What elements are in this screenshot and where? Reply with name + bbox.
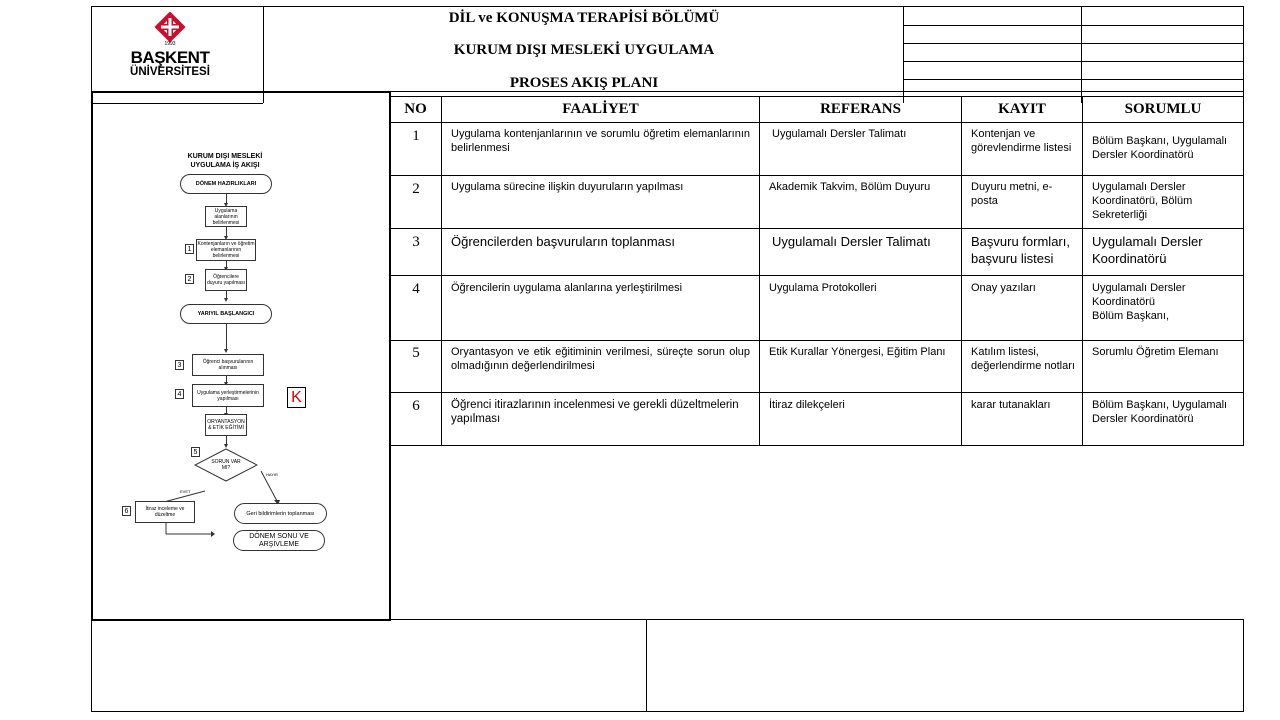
step-number: 5 <box>191 447 200 457</box>
row-responsible: Bölüm Başkanı, Uygulamalı Dersler Koordinatörü <box>1092 135 1228 161</box>
flow-midpoint: YARIYIL BAŞLANGICI <box>180 304 272 324</box>
row-activity: Öğrenci itirazlarının incelenmesi ve gerekli düzeltmelerin yapılması <box>451 399 739 425</box>
department-title: DİL ve KONUŞMA TERAPİSİ BÖLÜMÜ <box>448 10 720 26</box>
step-number: 2 <box>185 274 194 284</box>
row-number: 1 <box>412 128 420 144</box>
row-responsible: Uygulamalı Dersler Koordinatörü <box>1092 234 1203 266</box>
flow-step-1: Kontenjanların ve öğretim elemanlarının belirlenmesi <box>197 241 255 259</box>
row-number: 4 <box>412 281 420 297</box>
row-responsible: Uygulamalı Dersler Koordinatörü, Bölüm Sekreterliği <box>1092 181 1193 221</box>
row-reference: Uygulamalı Dersler Talimatı <box>772 128 907 140</box>
document-subtitle: PROSES AKIŞ PLANI <box>509 75 659 91</box>
row-activity: Uygulama kontenjanlarının ve sorumlu öğretim elemanlarının belirlenmesi <box>451 128 750 154</box>
row-number: 5 <box>412 345 420 361</box>
row-number: 2 <box>412 181 420 197</box>
column-header-reference: REFERANS <box>820 101 901 117</box>
row-reference: Uygulamalı Dersler Talimatı <box>772 234 931 249</box>
row-number: 3 <box>412 234 420 250</box>
row-activity: Öğrencilerin uygulama alanlarına yerleştirilmesi <box>451 282 683 294</box>
column-header-responsible: SORUMLU <box>1124 101 1202 117</box>
flow-start: DÖNEM HAZIRLIKLARI <box>180 174 272 194</box>
logo-subtitle: ÜNİVERSİTESİ <box>130 66 210 78</box>
row-record: karar tutanakları <box>971 399 1051 411</box>
flow-step-3: Öğrenci başvurularının alınması <box>192 354 264 376</box>
step-number: 1 <box>185 244 194 254</box>
flow-box-areas: Uygulama alanlarının belirlenmesi <box>205 206 247 227</box>
flow-step-6: İtiraz inceleme ve düzeltme <box>135 501 195 523</box>
university-logo <box>130 12 210 84</box>
flow-end: DÖNEM SONU VE ARŞİVLEME <box>233 530 325 551</box>
column-header-record: KAYIT <box>998 101 1046 117</box>
flow-decision: SORUN VAR MI? <box>211 459 241 471</box>
row-activity: Oryantasyon ve etik eğitiminin verilmesi, süreçte sorun olup olmadığının değerlendirilmesi <box>451 346 750 372</box>
row-reference: Akademik Takvim, Bölüm Duyuru <box>769 181 931 193</box>
flowchart-title: KURUM DIŞI MESLEKİ UYGULAMA İŞ AKIŞI <box>187 153 263 169</box>
column-header-activity: FAALİYET <box>562 101 639 117</box>
row-reference: Uygulama Protokolleri <box>769 282 877 294</box>
step-number: 3 <box>175 360 184 370</box>
row-reference: Etik Kurallar Yönergesi, Eğitim Planı <box>769 346 946 358</box>
step-number: 6 <box>122 506 131 516</box>
row-responsible: Uygulamalı Dersler Koordinatörü Bölüm Başkanı, <box>1092 282 1186 322</box>
row-responsible: Bölüm Başkanı, Uygulamalı Dersler Koordinatörü <box>1092 399 1228 425</box>
yes-label: EVET <box>180 489 191 494</box>
row-reference: İtiraz dilekçeleri <box>769 399 845 411</box>
row-record: Duyuru metni, e-posta <box>971 181 1053 207</box>
flow-box-orientation: ORYANTASYON & ETİK EĞİTİMİ <box>205 414 247 436</box>
row-record: Onay yazıları <box>971 282 1036 294</box>
row-record: Katılım listesi, değerlendirme notları <box>971 346 1075 372</box>
row-activity: Öğrencilerden başvuruların toplanması <box>451 234 676 249</box>
row-record: Başvuru formları, başvuru listesi <box>971 234 1070 266</box>
column-header-no: NO <box>404 101 427 117</box>
row-activity: Uygulama sürecine ilişkin duyuruların yapılması <box>451 181 684 193</box>
logo-name: BAŞKENT <box>130 48 210 67</box>
flow-step-2: Öğrencilere duyuru yapılması <box>205 269 247 291</box>
row-responsible: Sorumlu Öğretim Elemanı <box>1092 346 1219 358</box>
row-number: 6 <box>412 398 420 414</box>
step-number: 4 <box>175 389 184 399</box>
no-label: HAYIR <box>266 472 278 477</box>
flow-step-4: Uygulama yerleştirmelerinin yapılması <box>192 384 264 407</box>
row-record: Kontenjan ve görevlendirme listesi <box>971 128 1072 154</box>
document-title: KURUM DIŞI MESLEKİ UYGULAMA <box>453 42 715 58</box>
flow-feedback: Geri bildirimlerin toplanması <box>234 503 327 524</box>
marker-k: K <box>287 387 306 408</box>
logo-year: 1993 <box>164 41 176 47</box>
